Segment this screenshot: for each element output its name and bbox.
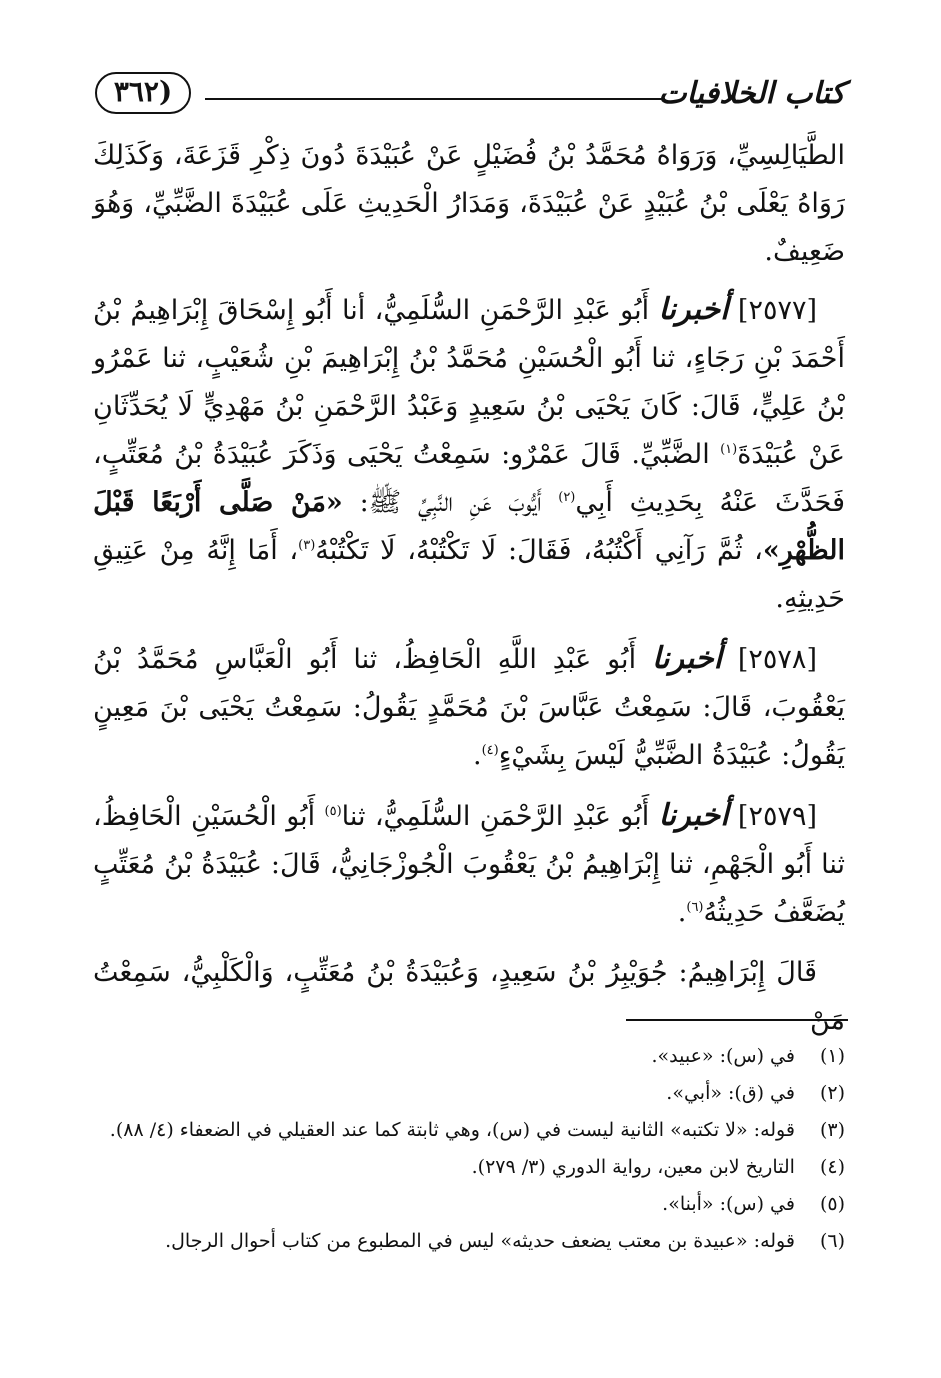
footnote-ref-5[interactable]: (٥) — [324, 804, 342, 819]
hadith-number: [٢٥٧٧] — [737, 295, 817, 326]
footnote-text: في (س): «أبنا». — [662, 1193, 795, 1215]
footnote-item — [93, 1149, 845, 1186]
footnote-item — [93, 1075, 845, 1112]
chain-text: ، ثُمَّ رَآنِي أَكْتُبُهُ، فَقَالَ: لَا تَكْتُبْهُ، لَا تَكْتُبْهُ — [315, 535, 763, 566]
chain-text: الضَّبِّيِّ. قَالَ عَمْرٌو: سَمِعْتُ يَحْيَى وَذَكَرَ عُبَيْدَةُ بْنُ مُعَتِّبٍ، فَحَدَّثَ عَنْهُ بِحَدِيثِ أَبِي — [93, 439, 845, 518]
footnote-number: (٤) — [819, 1156, 845, 1178]
footnote-ref-3[interactable]: (٣) — [298, 538, 316, 553]
narration-keyword: أخبرنا — [651, 641, 722, 676]
chain-text: أَبُو عَبْدِ الرَّحْمَنِ السُّلَمِيُّ، أنا أَبُو إِسْحَاقَ إِبْرَاهِيمُ بْنُ أَحْمَدَ بْنِ رَجَاءٍ، ثنا أَبُو الْحُسَيْنِ مُحَمَّدُ بْنُ إِبْرَاهِيمَ بْنِ شُعَيْبٍ، ثنا عَمْرُو بْنُ عَلِيٍّ، قَالَ: كَانَ يَحْيَى بْنُ سَعِيدٍ وَعَبْدُ الرَّحْمَنِ بْنُ مَهْدِيٍّ لَا يُحَدِّثَانِ عَنْ عُبَيْدَةَ — [93, 295, 845, 470]
footnote-item — [93, 1112, 845, 1149]
footnote-number: (٢) — [819, 1082, 845, 1104]
continuation-paragraph — [93, 132, 845, 276]
chain-text: أَبُو الْحُسَيْنِ الْحَافِظُ، ثنا أَبُو الْجَهْمِ، ثنا إِبْرَاهِيمُ بْنُ يَعْقُوبَ الْجُوزْجَانِيُّ، قَالَ: عُبَيْدَةُ بْنُ مُعَتِّبٍ يُضَعَّفُ حَدِيثُهُ — [93, 801, 845, 928]
footnote-ref-1[interactable]: (١) — [720, 442, 738, 457]
hadith-2577 — [93, 286, 845, 623]
chain-text: أَبُو عَبْدِ اللَّهِ الْحَافِظُ، ثنا أَبُو الْعَبَّاسِ مُحَمَّدُ بْنُ يَعْقُوبَ، قَالَ: سَمِعْتُ عَبَّاسَ بْنَ مُحَمَّدٍ يَقُولُ: سَمِعْتُ يَحْيَى بْنَ مَعِينٍ يَقُولُ: عُبَيْدَةُ الضَّبِّيُّ لَيْسَ بِشَيْءٍ — [93, 644, 845, 771]
chain-text: . — [472, 740, 482, 771]
page-number: (٣٦٢ — [95, 72, 191, 114]
footnote-ref-4[interactable]: (٤) — [481, 743, 499, 758]
narration-keyword: أخبرنا — [658, 292, 729, 327]
hadith-number: [٢٥٧٩] — [737, 801, 817, 832]
footnote-text: في (ق): «أبي». — [666, 1082, 795, 1104]
main-text — [93, 132, 845, 1057]
footnote-text: التاريخ لابن معين، رواية الدوري (٣/ ٢٧٩). — [471, 1156, 795, 1178]
footnote-text: قوله: «عبيدة بن معتب يضعف حديثه» ليس في المطبوع من كتاب أحوال الرجال. — [165, 1230, 795, 1252]
footnote-item — [93, 1038, 845, 1075]
header-rule — [205, 98, 665, 100]
hadith-2579 — [93, 792, 845, 937]
footnote-number: (٥) — [819, 1193, 845, 1215]
footnote-text: في (س): «عبيد». — [651, 1045, 795, 1067]
chain-text: أَيُّوبَ عَنِ النَّبِيِّ ﷺ: — [342, 487, 559, 518]
footnote-number: (٣) — [819, 1119, 845, 1141]
narration-keyword: أخبرنا — [658, 798, 729, 833]
footnote-ref-2[interactable]: (٢) — [558, 490, 576, 505]
hadith-quote: «مَنْ صَلَّى أَرْبَعًا قَبْلَ الظُّهْرِ» — [93, 487, 845, 566]
chain-text: ، أَمَا إِنَّهُ مِنْ عَتِيقِ حَدِيثِهِ. — [93, 535, 845, 614]
book-title: كتاب الخلافيات — [658, 76, 845, 111]
closing-paragraph — [93, 949, 845, 1045]
running-header — [95, 70, 845, 126]
footnotes — [93, 1038, 845, 1260]
footnote-number: (١) — [819, 1045, 845, 1067]
footnote-item — [93, 1223, 845, 1260]
footnote-text: قوله: «لا تكتبه» الثانية ليست في (س)، وهي ثابتة كما عند العقيلي في الضعفاء (٤/ ٨٨). — [109, 1119, 795, 1141]
paragraph-text: قَالَ إِبْرَاهِيمُ: جُوَيْبِرُ بْنُ سَعِيدٍ، وَعُبَيْدَةُ بْنُ مُعَتِّبٍ، وَالْكَلْبِيُّ، سَمِعْتُ مَنْ — [93, 957, 845, 1036]
footnote-item — [93, 1186, 845, 1223]
chain-text: أَبُو عَبْدِ الرَّحْمَنِ السُّلَمِيُّ، ثنا — [341, 801, 650, 832]
chain-text: . — [677, 897, 687, 928]
hadith-number: [٢٥٧٨] — [737, 644, 817, 675]
footnote-number: (٦) — [819, 1230, 845, 1252]
footnote-ref-6[interactable]: (٦) — [686, 900, 704, 915]
hadith-2578 — [93, 635, 845, 780]
footnote-rule — [626, 1019, 848, 1021]
paragraph-text: الطَّيَالِسِيِّ، وَرَوَاهُ مُحَمَّدُ بْنُ فُضَيْلٍ عَنْ عُبَيْدَةَ دُونَ ذِكْرِ قَزَعَةَ، وَكَذَلِكَ رَوَاهُ يَعْلَى بْنُ عُبَيْدٍ عَنْ عُبَيْدَةَ، وَمَدَارُ الْحَدِيثِ عَلَى عُبَيْدَةَ الضَّبِّيِّ، وَهُوَ ضَعِيفٌ. — [93, 140, 845, 267]
